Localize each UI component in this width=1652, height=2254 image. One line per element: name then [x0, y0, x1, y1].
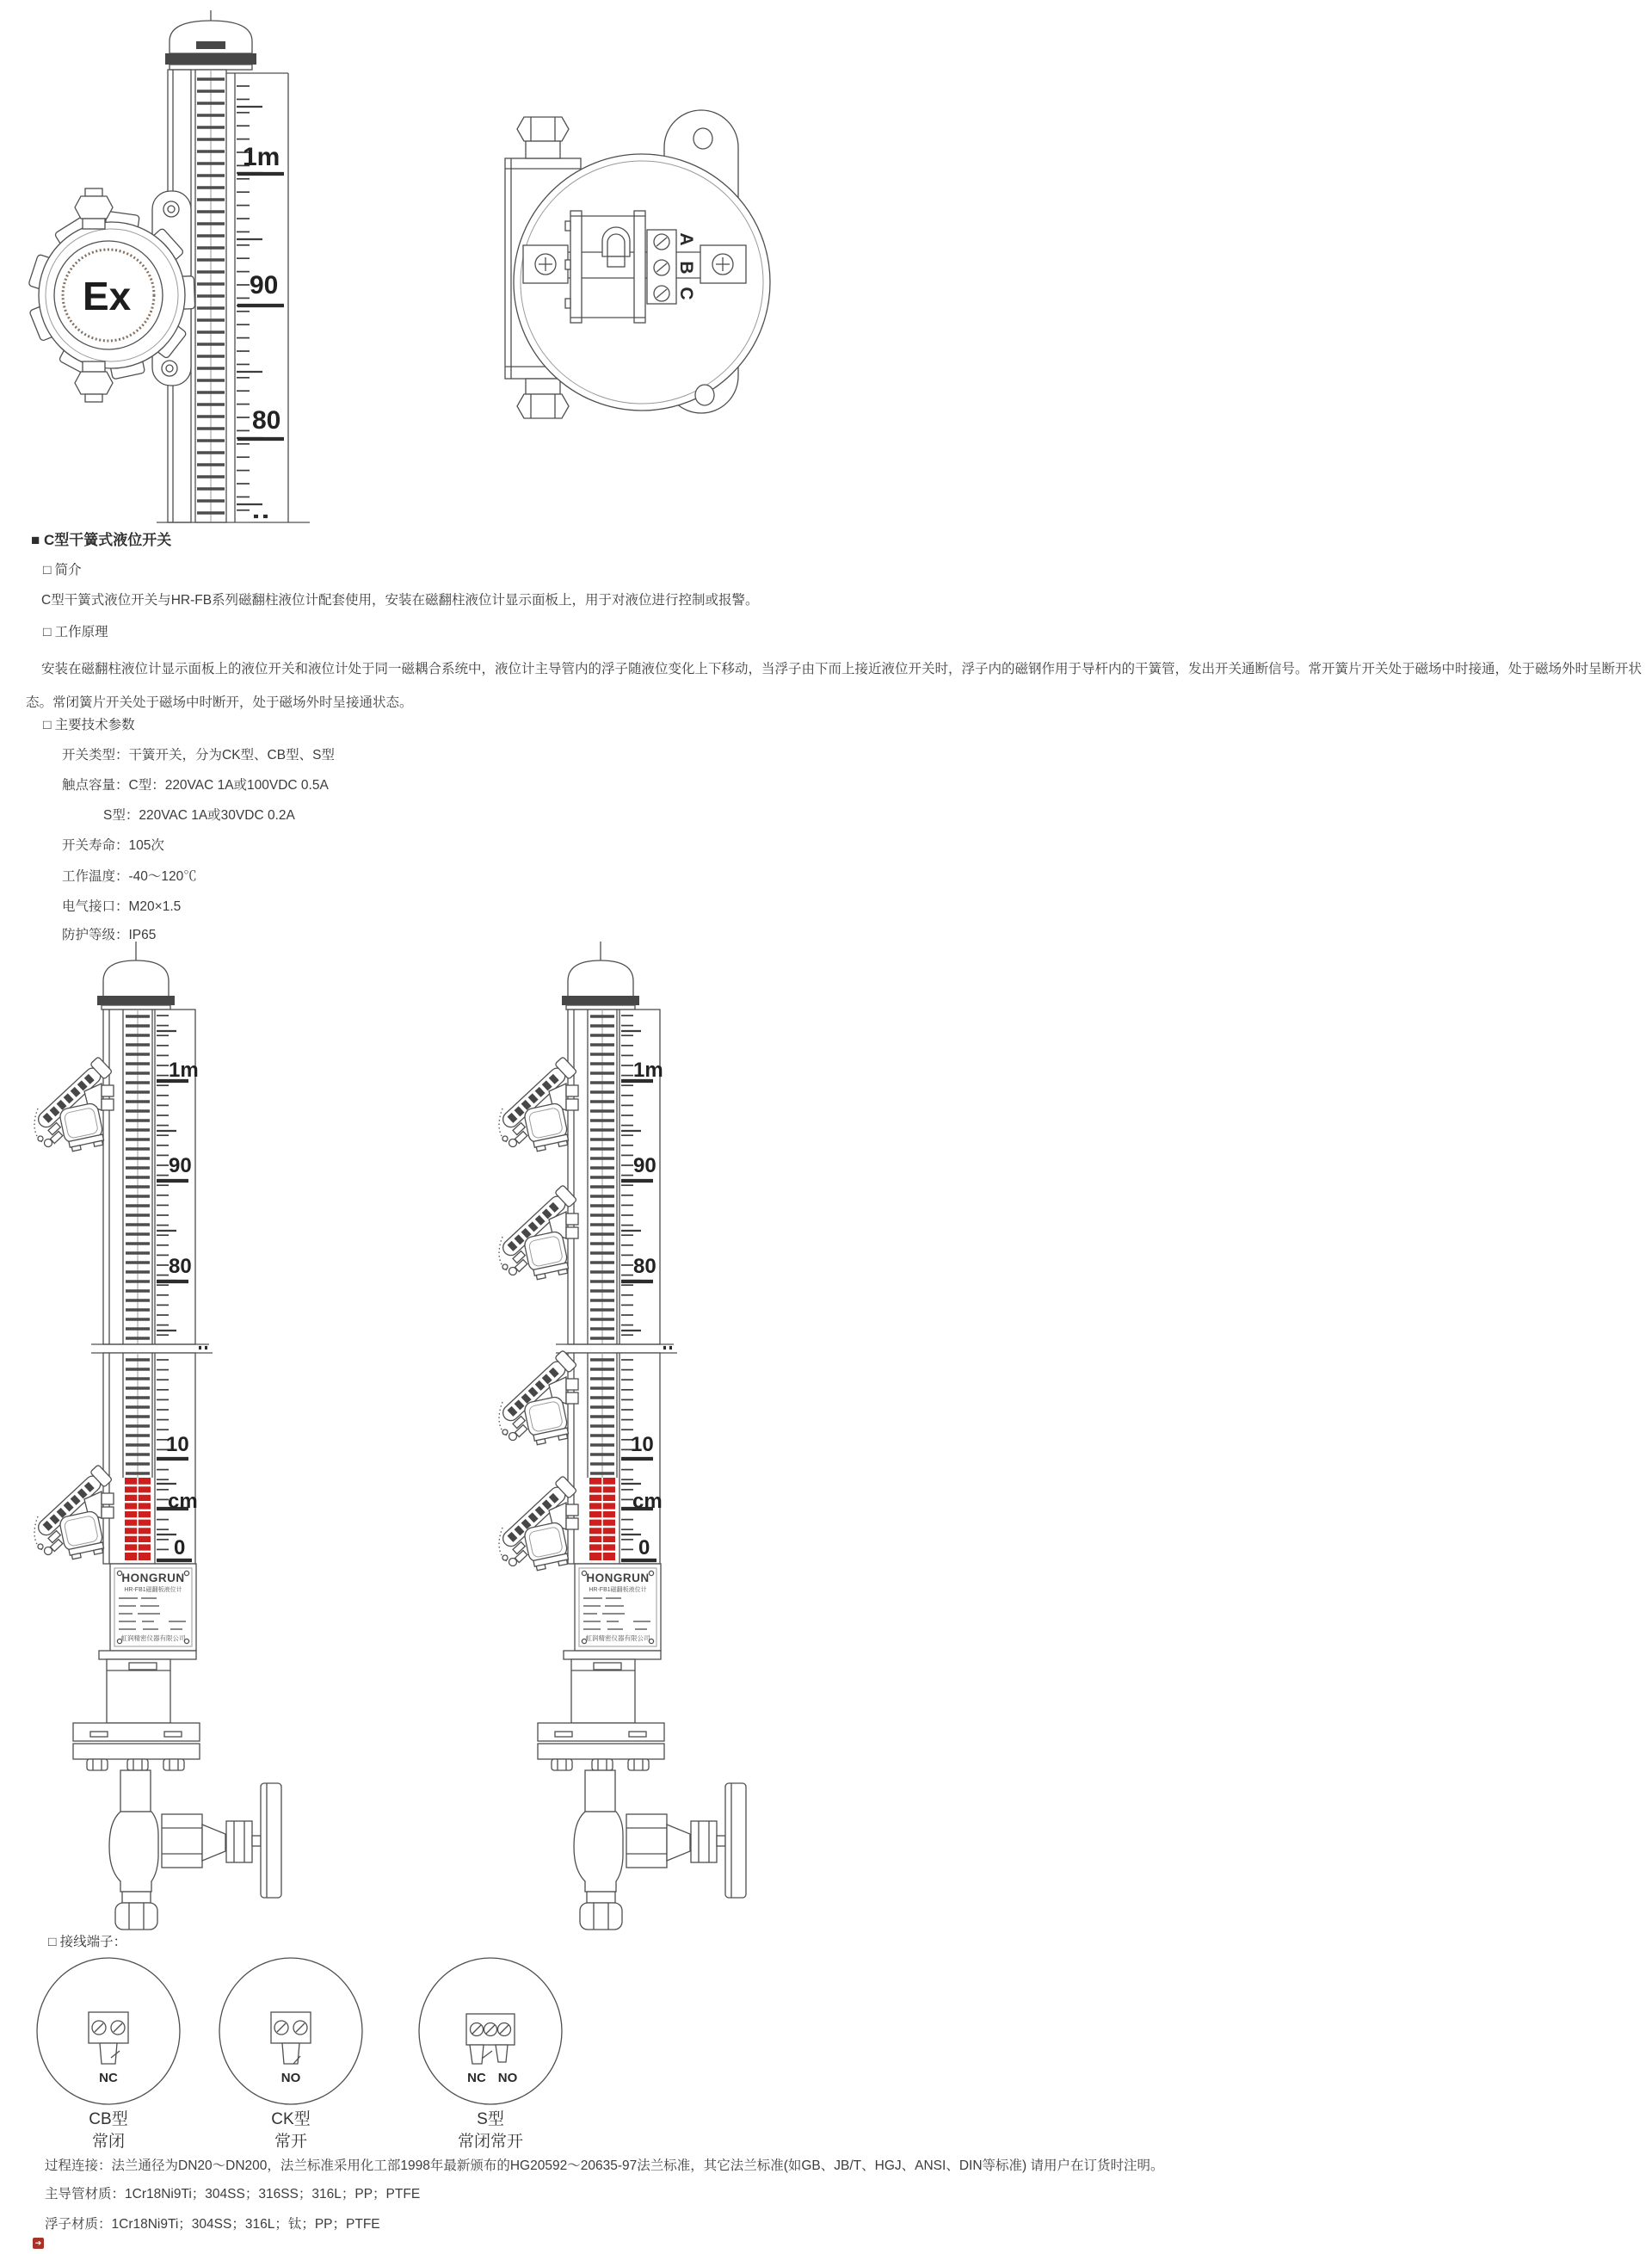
terminal-post-a-label: A [676, 232, 696, 246]
terminal-mode-label: 常闭常开 [457, 2133, 524, 2151]
terminal-diagram-s [419, 1958, 562, 2151]
terminal-mode-label: 常开 [274, 2133, 308, 2151]
principle-heading: □ 工作原理 [43, 625, 108, 639]
drawing-switch-housing-open [505, 110, 770, 418]
param-contact-rating: 触点容量：C型：220VAC 1A或100VDC 0.5A [62, 778, 329, 793]
drawing-gauge-with-ex-switch [28, 10, 310, 522]
param-working-temp: 工作温度：-40～120℃ [62, 869, 197, 884]
terminal-post-b-label: B [676, 261, 696, 275]
intro-body: C型干簧式液位开关与HR-FB系列磁翻柱液位计配套使用，安装在磁翻柱液位计显示面板上，用于对液位进行控制或报警。 [41, 593, 759, 608]
terminal-type-label: S型 [477, 2110, 504, 2128]
terminal-diagram-ck [219, 1958, 362, 2151]
terminal-contact-label: NO [497, 2071, 518, 2085]
params-heading: □ 主要技术参数 [43, 718, 135, 732]
section-title: ■ C型干簧式液位开关 [31, 532, 172, 548]
intro-heading: □ 简介 [43, 563, 82, 577]
ex-marking-label: Ex [83, 274, 132, 318]
terminal-post-c-label: C [676, 287, 696, 300]
terminal-type-label: CK型 [271, 2110, 311, 2128]
footer-tube-material: 主导管材质：1Cr18Ni9Ti；304SS；316SS；316L；PP；PTFE [45, 2187, 421, 2202]
drawing-gauge-right [496, 942, 746, 1930]
param-electrical-port: 电气接口：M20×1.5 [62, 899, 182, 914]
terminal-contact-label: NO [280, 2071, 301, 2085]
terminal-contact-label: NC [467, 2071, 486, 2085]
scale-label-90: 90 [250, 271, 279, 300]
param-contact-rating-s: S型：220VAC 1A或30VDC 0.2A [103, 808, 295, 823]
drawing-gauge-left [32, 942, 281, 1930]
principle-body: 安装在磁翻柱液位计显示面板上的液位开关和液位计处于同一磁耦合系统中，液位计主导管内的浮子随液位变化上下移动，当浮子由下而上接近液位开关时，浮子内的磁钢作用于导杆内的干簧管，发出开关通断信号。常开簧片开关处于磁场中时接通，处于磁场外时呈断开状态。常闭簧片开关处于磁场中时断开，处于磁场外时呈接通状态。 [26, 662, 1643, 710]
terminal-diagram-cb [37, 1958, 180, 2151]
terminals-heading: □ 接线端子： [48, 1935, 127, 1949]
footer-float-material: 浮子材质：1Cr18Ni9Ti；304SS；316L；钛；PP；PTFE [45, 2217, 380, 2232]
scale-label-1m: 1m [243, 143, 280, 171]
footer-process-connection: 过程连接：法兰通径为DN20～DN200，法兰标准采用化工部1998年最新颁布的HG20592～20635-97法兰标准，其它法兰标准(如GB、JB/T、HGJ、ANSI、DIN等标准) 请用户在订货时注明。 [45, 2158, 1164, 2173]
drawing-wiring-terminals [37, 1958, 562, 2151]
param-switch-type: 开关类型：干簧开关，分为CK型、CB型、S型 [62, 748, 335, 763]
page-bottom-arrow-icon: ➔ [33, 2238, 44, 2249]
terminal-contact-label: NC [99, 2071, 118, 2085]
param-protection-class: 防护等级：IP65 [62, 928, 157, 942]
scale-label-80: 80 [252, 406, 281, 435]
terminal-mode-label: 常闭 [91, 2133, 126, 2151]
param-switch-life: 开关寿命：105次 [62, 838, 164, 853]
terminal-type-label: CB型 [89, 2110, 128, 2128]
